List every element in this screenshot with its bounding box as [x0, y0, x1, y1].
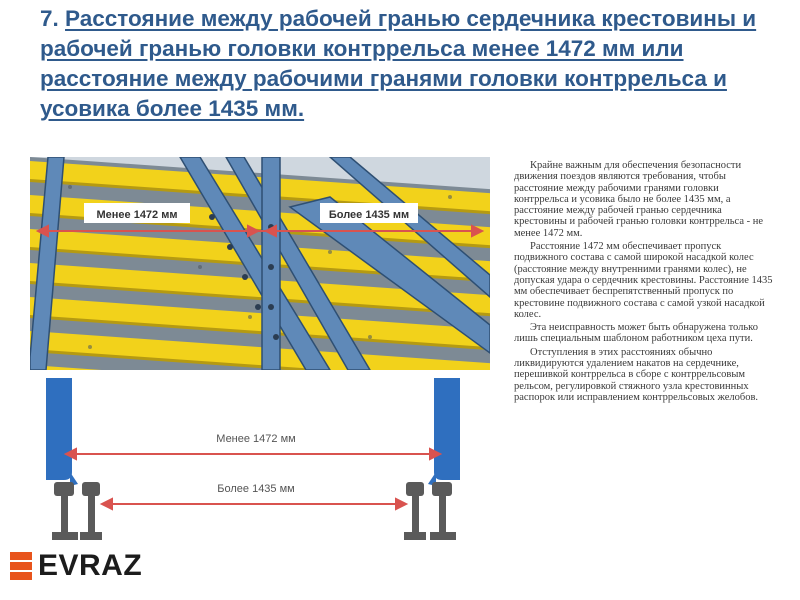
photo-label-left: Менее 1472 мм: [96, 209, 178, 221]
title-text: Расстояние между рабочей гранью сердечника крестовины и рабочей гранью головки контррельса менее 1472 мм или расстояние между рабочими гранями головки контррельса и усовика более 1435 мм.: [40, 6, 757, 121]
right-rail: [404, 482, 456, 540]
wheelset-diagram: [26, 372, 508, 544]
evraz-logo: [10, 548, 180, 584]
title-number: 7.: [40, 6, 59, 31]
left-wheel: [46, 378, 72, 480]
paragraph: Отступления в этих расстояниях обычно ликвидируются удалением накатов на сердечнике, перешивкой контррельса в сборе с контррельсовым рельсом, регулировкой стяжного узла крестовинных распорок или исправлением контррельсовых желобов.: [514, 346, 759, 403]
paragraph: Эта неисправность может быть обнаружена только лишь специальным шаблоном работником цеха пути.: [514, 322, 758, 345]
photo-label-right: Более 1435 мм: [328, 209, 410, 221]
evraz-mark-icon: [10, 552, 32, 580]
paragraph: Крайне важным для обеспечения безопасности движения поездов являются требования, чтобы расстояние между рабочими гранями головки контррельса и усовика было не более 1435 мм, а расстояние между рабочей гранью сердечника крестовины и рабочей гранью головки контррельса - не менее 1472 мм.: [514, 160, 764, 239]
frog-photo: [30, 157, 490, 370]
body-text: [514, 160, 776, 405]
left-rail: [52, 482, 102, 540]
scheme-label-bottom: Более 1435 мм: [217, 483, 295, 495]
logo-text: EVRAZ: [38, 549, 143, 582]
paragraph: Расстояние 1472 мм обеспечивает пропуск подвижного состава с самой широкой насадкой колес (расстояние между внутренними гранями колес), не допуская удара о сердечник крестовины. Расстояние 1435 мм обеспечивает беспрепятственный пропуск по крестовине подвижного состава с самой узкой насадкой колес.: [514, 241, 773, 320]
scheme-label-top: Менее 1472 мм: [216, 433, 296, 445]
slide-title: [40, 4, 760, 124]
right-wheel: [434, 378, 460, 480]
